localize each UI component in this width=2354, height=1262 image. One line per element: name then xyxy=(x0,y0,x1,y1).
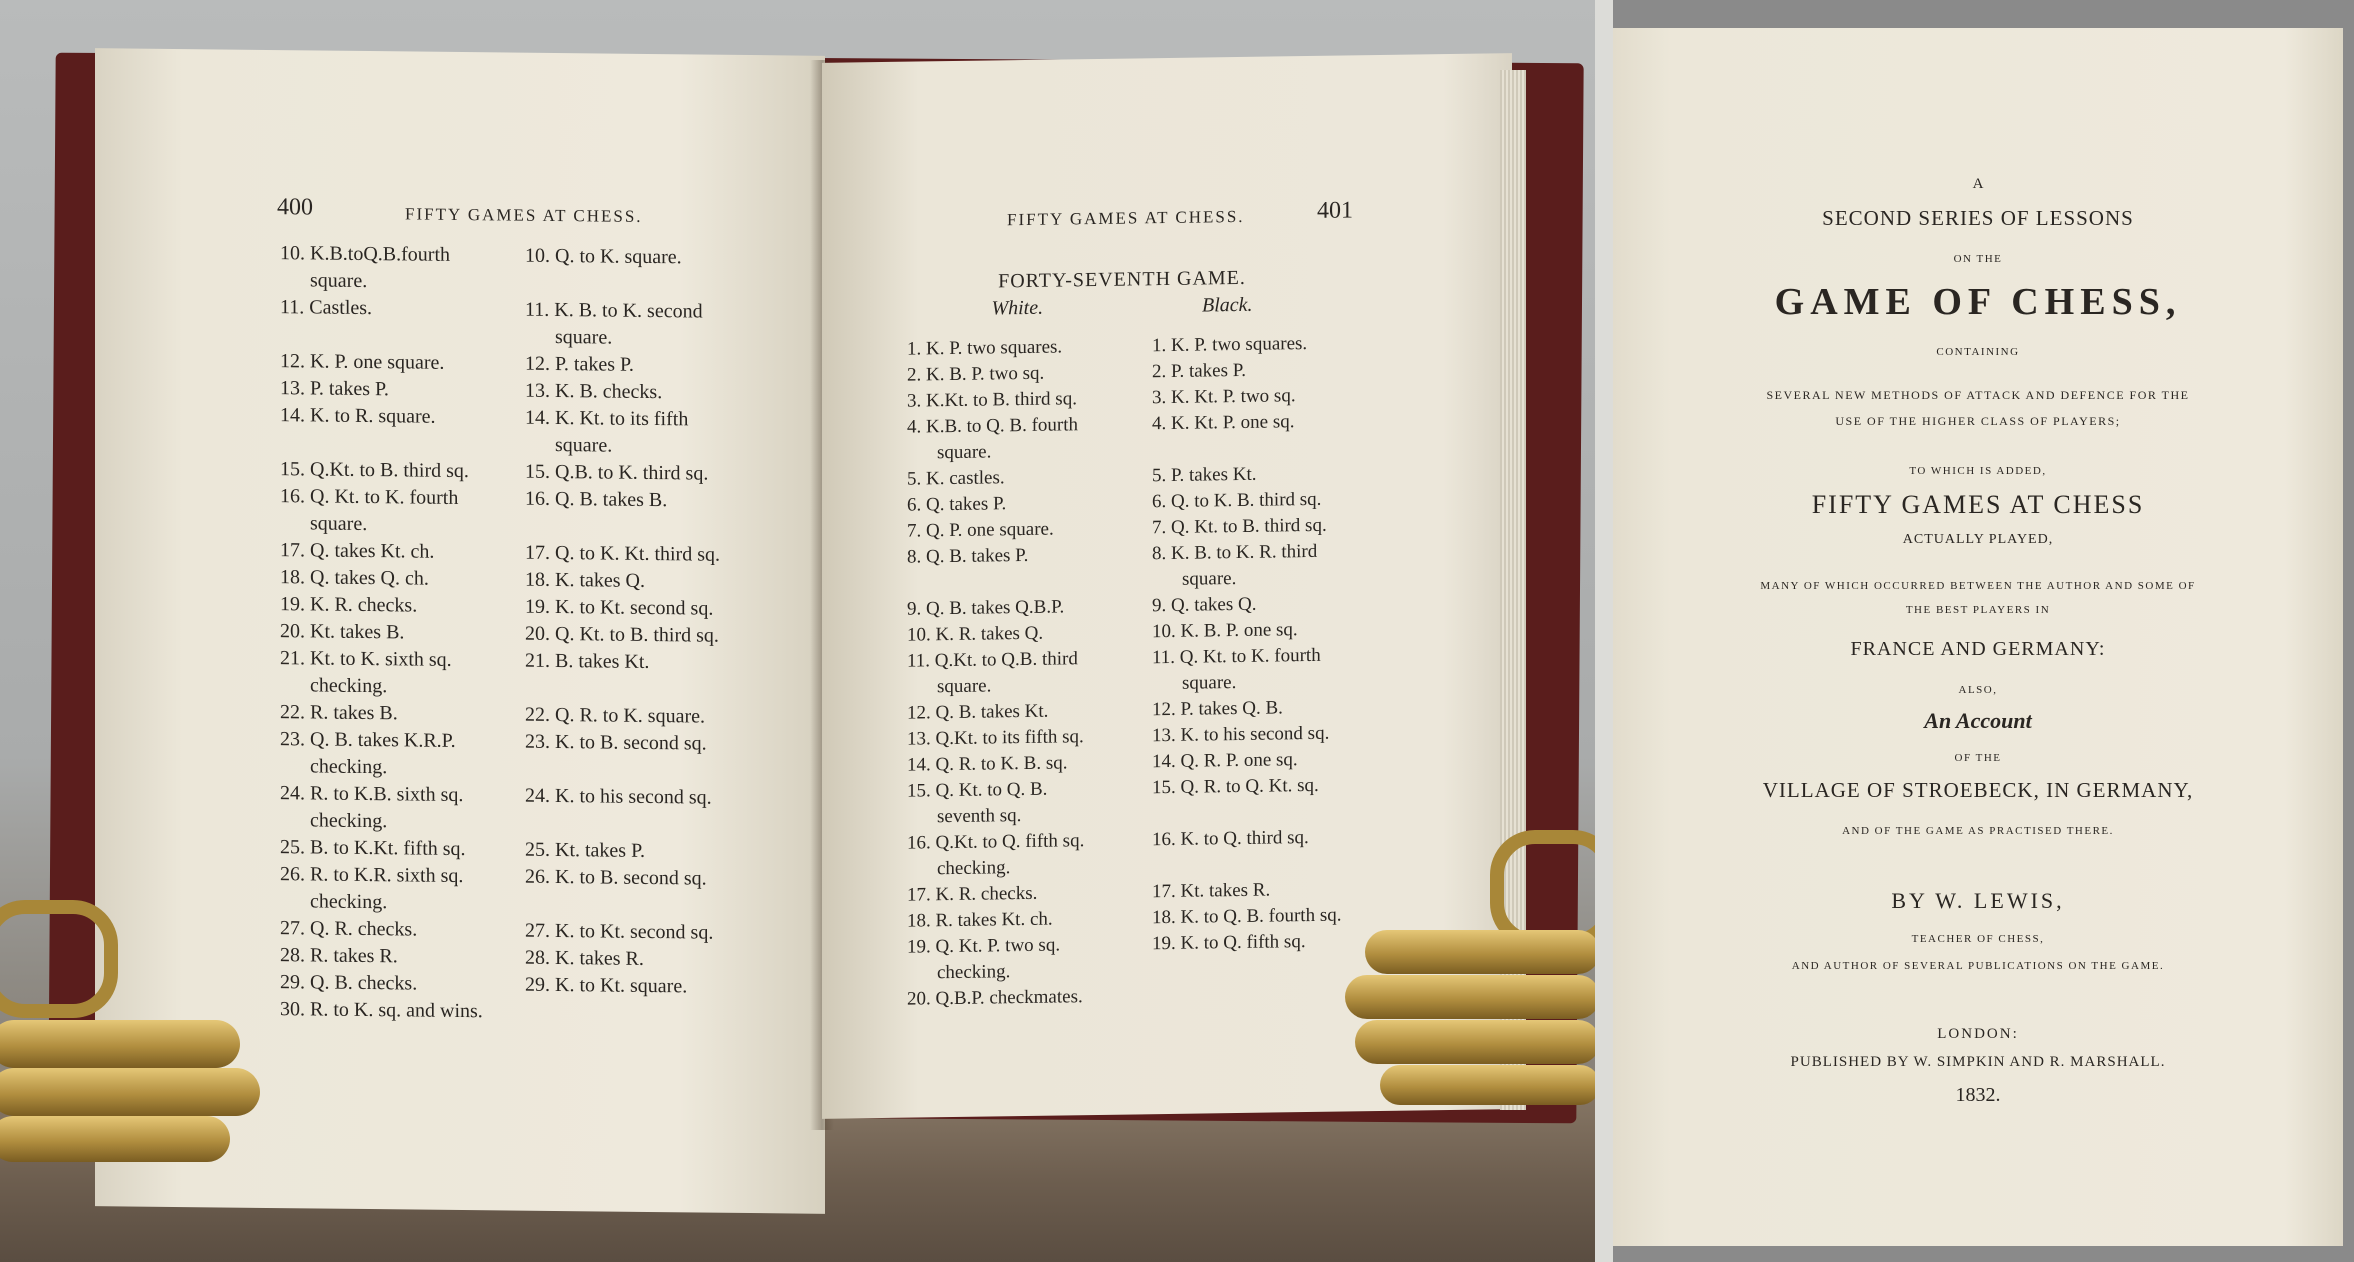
title-second-series: SECOND SERIES OF LESSONS xyxy=(1822,206,2134,230)
running-head: FIFTY GAMES AT CHESS. xyxy=(1007,206,1245,230)
title-an-account: An Account xyxy=(1924,708,2032,733)
black-move: 17. Kt. takes R. xyxy=(1152,879,1271,903)
white-move: 19. Q. Kt. P. two sq. xyxy=(907,934,1061,958)
white-move: square. xyxy=(937,675,992,698)
white-move: 19. K. R. checks. xyxy=(280,593,418,617)
white-move: checking. xyxy=(310,755,388,779)
black-move: 9. Q. takes Q. xyxy=(1152,593,1257,617)
white-move: 27. Q. R. checks. xyxy=(280,917,418,941)
white-move: 13. P. takes P. xyxy=(280,377,389,401)
white-move: 21. Kt. to K. sixth sq. xyxy=(280,647,452,671)
black-move: 15. Q. R. to Q. Kt. sq. xyxy=(1152,774,1319,799)
white-move: 18. R. takes Kt. ch. xyxy=(907,908,1053,932)
white-move: 22. R. takes B. xyxy=(280,701,398,725)
title-game-of-chess: GAME OF CHESS, xyxy=(1774,281,2182,323)
black-move: 15. Q.B. to K. third sq. xyxy=(525,460,709,485)
white-move: 6. Q. takes P. xyxy=(907,493,1007,516)
white-move: 2. K. B. P. two sq. xyxy=(907,362,1045,386)
white-move: 29. Q. B. checks. xyxy=(280,971,418,995)
title-teacher: TEACHER OF CHESS, xyxy=(1911,933,2045,945)
black-move: 24. K. to his second sq. xyxy=(525,784,712,809)
white-move xyxy=(280,321,555,351)
black-move: 2. P. takes P. xyxy=(1152,359,1246,383)
black-move: 23. K. to B. second sq. xyxy=(525,730,707,755)
white-move: 20. Q.B.P. checkmates. xyxy=(907,986,1083,1010)
black-move: square. xyxy=(1182,568,1237,590)
white-move: checking. xyxy=(310,674,388,698)
white-move: checking. xyxy=(937,961,1011,984)
bookstand-finger xyxy=(1355,1020,1600,1064)
white-move: 1. K. P. two squares. xyxy=(907,336,1063,360)
black-move: 14. K. Kt. to its fifth xyxy=(525,406,689,431)
black-move: 28. K. takes R. xyxy=(525,946,644,970)
black-move: 6. Q. to K. B. third sq. xyxy=(1152,488,1322,513)
photo-divider xyxy=(1595,0,1613,1262)
black-move: 10. K. B. P. one sq. xyxy=(1152,619,1298,643)
white-move: 17. Q. takes Kt. ch. xyxy=(280,539,435,563)
title-fifty-games: FIFTY GAMES AT CHESS xyxy=(1811,490,2145,519)
title-page xyxy=(1613,28,2343,1246)
bookstand-finger xyxy=(1380,1065,1600,1105)
title-of-the: OF THE xyxy=(1954,752,2002,764)
title-on-the: ON THE xyxy=(1953,253,2003,265)
white-move: 11. Castles. xyxy=(280,296,373,320)
title-london: LONDON: xyxy=(1937,1026,2019,1042)
black-move: 5. P. takes Kt. xyxy=(1152,463,1257,487)
move-list xyxy=(907,329,1427,1012)
black-move: 12. P. takes P. xyxy=(525,352,634,376)
black-move: 14. Q. R. P. one sq. xyxy=(1152,749,1298,773)
white-move: checking. xyxy=(310,890,388,914)
white-move: 20. Kt. takes B. xyxy=(280,620,405,644)
white-move: 5. K. castles. xyxy=(907,467,1005,490)
page-number: 400 xyxy=(277,194,313,221)
white-move: 30. R. to K. sq. and wins. xyxy=(280,998,483,1023)
white-move: 3. K.Kt. to B. third sq. xyxy=(907,388,1077,412)
title-france: FRANCE AND GERMANY: xyxy=(1850,638,2106,660)
white-move: 7. Q. P. one square. xyxy=(907,518,1054,542)
black-move: 7. Q. Kt. to B. third sq. xyxy=(1152,514,1327,539)
black-move: 25. Kt. takes P. xyxy=(525,838,645,862)
white-move: 9. Q. B. takes Q.B.P. xyxy=(907,596,1065,620)
white-move: checking. xyxy=(937,857,1011,880)
black-move: square. xyxy=(555,325,613,349)
bookstand-finger xyxy=(0,1116,230,1162)
white-move: 10. K. R. takes Q. xyxy=(907,622,1044,646)
title-several-1: SEVERAL NEW METHODS OF ATTACK AND DEFENCE FOR THE xyxy=(1766,388,2190,402)
bookstand-ornament xyxy=(0,900,118,1018)
move-list xyxy=(280,240,825,1029)
title-containing: CONTAINING xyxy=(1936,346,2020,358)
black-move: 16. Q. B. takes B. xyxy=(525,487,668,512)
white-move: square. xyxy=(310,512,368,536)
title-many-1: MANY OF WHICH OCCURRED BETWEEN THE AUTHOR AND SOME OF xyxy=(1760,580,2196,592)
white-move: seventh sq. xyxy=(937,805,1022,828)
column-head-white: White. xyxy=(991,296,1044,320)
black-move: 22. Q. R. to K. square. xyxy=(525,703,705,728)
white-move: 12. Q. B. takes Kt. xyxy=(907,700,1049,724)
black-move: 13. K. B. checks. xyxy=(525,379,663,404)
white-move: 23. Q. B. takes K.R.P. xyxy=(280,728,456,752)
white-move: square. xyxy=(310,269,368,293)
black-move: 26. K. to B. second sq. xyxy=(525,865,707,890)
black-move: 11. K. B. to K. second xyxy=(525,298,703,323)
black-move: 4. K. Kt. P. one sq. xyxy=(1152,411,1295,435)
white-move: 8. Q. B. takes P. xyxy=(907,544,1029,568)
black-move: 1. K. P. two squares. xyxy=(1152,333,1308,357)
white-move: 17. K. R. checks. xyxy=(907,882,1038,906)
black-move: 18. K. takes Q. xyxy=(525,568,645,592)
black-move: 11. Q. Kt. to K. fourth xyxy=(1152,644,1321,669)
title-village: VILLAGE OF STROEBECK, IN GERMANY, xyxy=(1762,778,2194,802)
move-row xyxy=(280,996,825,1029)
bookstand-finger xyxy=(0,1068,260,1116)
black-move: 21. B. takes Kt. xyxy=(525,649,650,673)
title-publisher: PUBLISHED BY W. SIMPKIN AND R. MARSHALL. xyxy=(1790,1054,2166,1070)
white-move: 18. Q. takes Q. ch. xyxy=(280,566,429,590)
white-move: 10. K.B.toQ.B.fourth xyxy=(280,242,450,266)
white-move xyxy=(280,429,555,459)
white-move: 26. R. to K.R. sixth sq. xyxy=(280,863,464,888)
title-author-of: AND AUTHOR OF SEVERAL PUBLICATIONS ON THE GAME. xyxy=(1791,960,2165,972)
black-move: 20. Q. Kt. to B. third sq. xyxy=(525,622,719,647)
white-move: checking. xyxy=(310,809,388,833)
title-year: 1832. xyxy=(1955,1084,2001,1106)
black-move: 12. P. takes Q. B. xyxy=(1152,697,1283,721)
column-head-black: Black. xyxy=(1202,293,1253,317)
black-move: 17. Q. to K. Kt. third sq. xyxy=(525,541,720,566)
white-move: 11. Q.Kt. to Q.B. third xyxy=(907,648,1078,672)
page-number: 401 xyxy=(1317,197,1353,224)
white-move: 25. B. to K.Kt. fifth sq. xyxy=(280,836,466,861)
title-many-2: THE BEST PLAYERS IN xyxy=(1905,604,2051,616)
white-move: 12. K. P. one square. xyxy=(280,350,445,374)
title-author: BY W. LEWIS, xyxy=(1891,888,2065,913)
white-move: 24. R. to K.B. sixth sq. xyxy=(280,782,464,807)
bookstand-finger xyxy=(1345,975,1600,1019)
white-move: 16. Q. Kt. to K. fourth xyxy=(280,485,459,509)
game-title: FORTY-SEVENTH GAME. xyxy=(998,266,1246,293)
running-head: FIFTY GAMES AT CHESS. xyxy=(405,204,643,226)
white-move xyxy=(907,567,1182,597)
black-move: 19. K. to Q. fifth sq. xyxy=(1152,931,1306,955)
white-move: 15. Q. Kt. to Q. B. xyxy=(907,778,1048,802)
black-move: 3. K. Kt. P. two sq. xyxy=(1152,385,1296,409)
black-move: square. xyxy=(555,433,613,457)
black-move: 8. K. B. to K. R. third xyxy=(1152,540,1318,565)
black-move: 18. K. to Q. B. fourth sq. xyxy=(1152,904,1342,929)
white-move: 16. Q.Kt. to Q. fifth sq. xyxy=(907,830,1085,854)
title-to-which: TO WHICH IS ADDED, xyxy=(1909,465,2047,477)
black-move: 29. K. to Kt. square. xyxy=(525,973,688,998)
black-move: 16. K. to Q. third sq. xyxy=(1152,827,1309,851)
bookstand-finger xyxy=(1365,930,1600,974)
black-move: 10. Q. to K. square. xyxy=(525,244,682,269)
white-move: 15. Q.Kt. to B. third sq. xyxy=(280,458,469,483)
white-move: 28. R. takes R. xyxy=(280,944,398,968)
black-move: 19. K. to Kt. second sq. xyxy=(525,595,714,620)
title-several-2: USE OF THE HIGHER CLASS OF PLAYERS; xyxy=(1835,414,2121,428)
white-move: square. xyxy=(937,441,992,464)
white-move: 14. K. to R. square. xyxy=(280,404,436,428)
title-also: ALSO, xyxy=(1958,684,1998,696)
title-and-of: AND OF THE GAME AS PRACTISED THERE. xyxy=(1842,825,2114,837)
bookstand-finger xyxy=(0,1020,240,1068)
title-actually: ACTUALLY PLAYED, xyxy=(1902,532,2054,547)
white-move: 4. K.B. to Q. B. fourth xyxy=(907,414,1078,438)
black-move: 13. K. to his second sq. xyxy=(1152,722,1330,747)
black-move: square. xyxy=(1182,672,1237,694)
title-a: A xyxy=(1972,176,1984,192)
white-move: 14. Q. R. to K. B. sq. xyxy=(907,752,1068,776)
white-move: 13. Q.Kt. to its fifth sq. xyxy=(907,726,1084,750)
black-move: 27. K. to Kt. second sq. xyxy=(525,919,714,944)
